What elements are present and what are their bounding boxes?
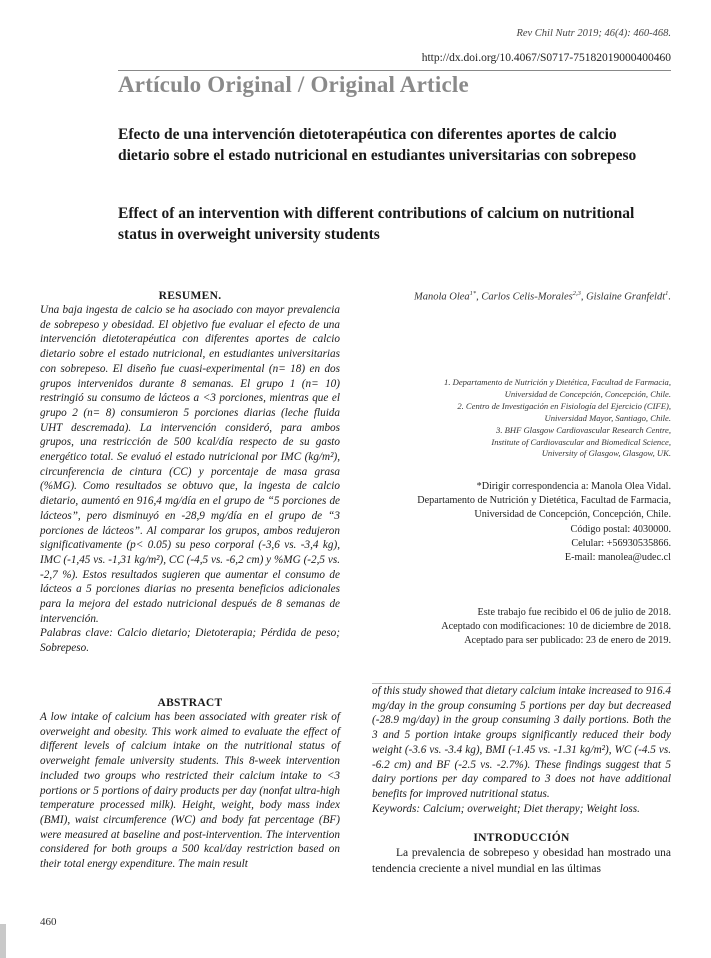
date-line: Aceptado para ser publicado: 23 de enero de 2019.: [464, 634, 671, 646]
affiliation-line: 1. Departamento de Nutrición y Dietética, Facultad de Farmacia,: [444, 377, 671, 387]
doi-link[interactable]: http://dx.doi.org/10.4067/S0717-75182019000400460: [421, 52, 671, 64]
correspondence-line: Código postal: 4030000.: [570, 523, 671, 535]
abstract-keywords: Keywords: Calcium; overweight; Diet therapy; Weight loss.: [372, 802, 640, 815]
correspondence-line: *Dirigir correspondencia a: Manola Olea Vidal.: [476, 481, 671, 492]
resumen-section: [40, 290, 340, 656]
abstract-body-right: of this study showed that dietary calcium intake increased to 916.4 mg/day in the group consuming 5 portions per day but decreased (-28.9 mg/day) in the group consuming 3 daily portions. Both the 3 and 5 portion intake groups significantly reduced their body weight (-3.6 vs. -3.4 kg), BMI (-1.45 vs. -1.31 kg/m²), WC (-4.5 vs. -6.2 cm) and BF (-2.5 vs. -2.7%). These findings suggest that 5 dairy portions per day compared to 3 does not have additional benefits for improved nutritional status.: [372, 685, 671, 800]
resumen-body: Una baja ingesta de calcio se ha asociado con mayor prevalencia de sobrepeso y obesidad. El objetivo fue evaluar el efecto de una intervención dietoterapéutica con diferentes aportes de calcio dietario sobre el estado nutricional, en estudiantes universitarias con sobrepeso. El diseño fue cuasi-experimental (n= 18) en dos grupos intervenidos durante 8 semanas. El grupo 1 (n= 10) restringió su consumo de lácteos a <3 porciones, mientras que el grupo 2 (n= 8) consumieron 5 porciones diarias (leche fluida UHT descremada). La intervención consideró, para ambos grupos, una restricción de 500 kcal/día respecto de su gasto energético total. Se evaluó el estado nutricional por IMC (kg/m²), circunferencia de cintura (CC) y porcentaje de masa grasa (%MG). Como resultados se obtuvo que, la ingesta de calcio dietario, aumentó en 916,4 mg/día en el grupo de “5 porciones de lácteos”, pero disminuyó en -28,9 mg/día en el grupo de “3 porciones de lácteos”. Al comparar los grupos, ambos redujeron significativamente (p< 0.05) su peso corporal (-3,6 vs. -3,4 kg), IMC (-1,45 vs. -1,31 kg/m²), CC (-4,5 vs. -6,2 cm) y %MG (-2,5 vs. -2,7 %). Estos resultados sugieren que aumentar el consumo de lácteos a 5 porciones diarias no presenta beneficios adicionales para la mejora del estado nutricional después de 8 semanas de intervención.: [40, 304, 340, 625]
correspondence-line: Departamento de Nutrición y Dietética, Facultad de Farmacia,: [417, 495, 671, 507]
journal-reference: Rev Chil Nutr 2019; 46(4): 460-468.: [516, 28, 671, 39]
author-affiliation-mark: 2,3: [572, 290, 581, 297]
page-edge-marker: [0, 924, 6, 958]
section-title: Artículo Original / Original Article: [118, 72, 469, 97]
date-line: Este trabajo fue recibido el 06 de julio de 2018.: [477, 607, 671, 618]
author-name: Carlos Celis-Morales: [481, 291, 573, 303]
author-list: Manola Olea$^{1*}$, Carlos Celis-Morales$^{2,3}$, Gislaine Granfeldt$^1$.: [413, 290, 671, 303]
introduccion-heading: INTRODUCCIÓN: [473, 832, 570, 845]
abstract-continuation: [372, 684, 671, 877]
date-line: Aceptado con modificaciones: 10 de diciembre de 2018.: [441, 620, 671, 632]
correspondence-line: Celular: +56930535866.: [571, 537, 671, 549]
resumen-heading: RESUMEN.: [158, 290, 222, 302]
page-number: 460: [40, 916, 57, 928]
author-name: Gislaine Granfeldt: [586, 291, 666, 303]
article-title-english: Effect of an intervention with different contributions of calcium on nutritional status in overweight university students: [118, 205, 635, 243]
author-affiliation-mark: 1: [665, 290, 669, 297]
abstract-text-left: A low intake of calcium has been associated with greater risk of overweight and obesity. This work aimed to evaluate the effect of different levels of calcium intake on the nutritional status of overweight female university students. This 8-week intervention included two groups who restricted their calcium intake to <3 portions or 5 portions of dairy products per day (nonfat ultra-high temperature processed milk). Height, weight, body mass index (BMI), waist circumference (WC) and body fat percentage (BF) were measured at baseline and post-intervention. The intervention considered for both groups a 500 kcal/day restriction based on their total energy expenditure. The main result: [40, 711, 340, 871]
correspondence: [351, 480, 671, 565]
article-title-spanish: Efecto de una intervención dietoterapéutica con diferentes aportes de calcio dietario sobre el estado nutricional en estudiantes universitarias con sobrepeso: [118, 126, 637, 164]
header-divider: [118, 70, 671, 71]
affiliation-line: 3. BHF Glasgow Cardiovascular Research Centre,: [496, 424, 671, 435]
submission-dates: [351, 606, 671, 647]
correspondence-line: Universidad de Concepción, Concepción, Chile.: [474, 509, 671, 521]
affiliation-line: Universidad de Concepción, Concepción, Chile.: [504, 388, 671, 399]
affiliations: [371, 377, 671, 460]
abstract-text-right: [372, 684, 671, 816]
resumen-keywords: Palabras clave: Calcio dietario; Dietoterapia; Pérdida de peso; Sobrepeso.: [40, 627, 340, 655]
affiliation-line: Institute of Cardiovascular and Biomedical Science,: [491, 436, 671, 447]
abstract-section: [40, 697, 340, 872]
abstract-heading: ABSTRACT: [157, 697, 223, 709]
resumen-text: [40, 303, 340, 656]
author-affiliation-mark: 1*: [469, 290, 477, 297]
author-name: Manola Olea: [413, 291, 470, 303]
affiliation-line: Universidad Mayor, Santiago, Chile.: [544, 412, 671, 423]
correspondence-line: E-mail: manolea@udec.cl: [564, 552, 671, 564]
introduccion-body: La prevalencia de sobrepeso y obesidad han mostrado una tendencia creciente a nivel mundial en las últimas: [372, 847, 671, 875]
affiliation-line: 2. Centro de Investigación en Fisiología del Ejercicio (CIFE),: [457, 400, 671, 411]
affiliation-line: University of Glasgow, Glasgow, UK.: [541, 448, 671, 459]
